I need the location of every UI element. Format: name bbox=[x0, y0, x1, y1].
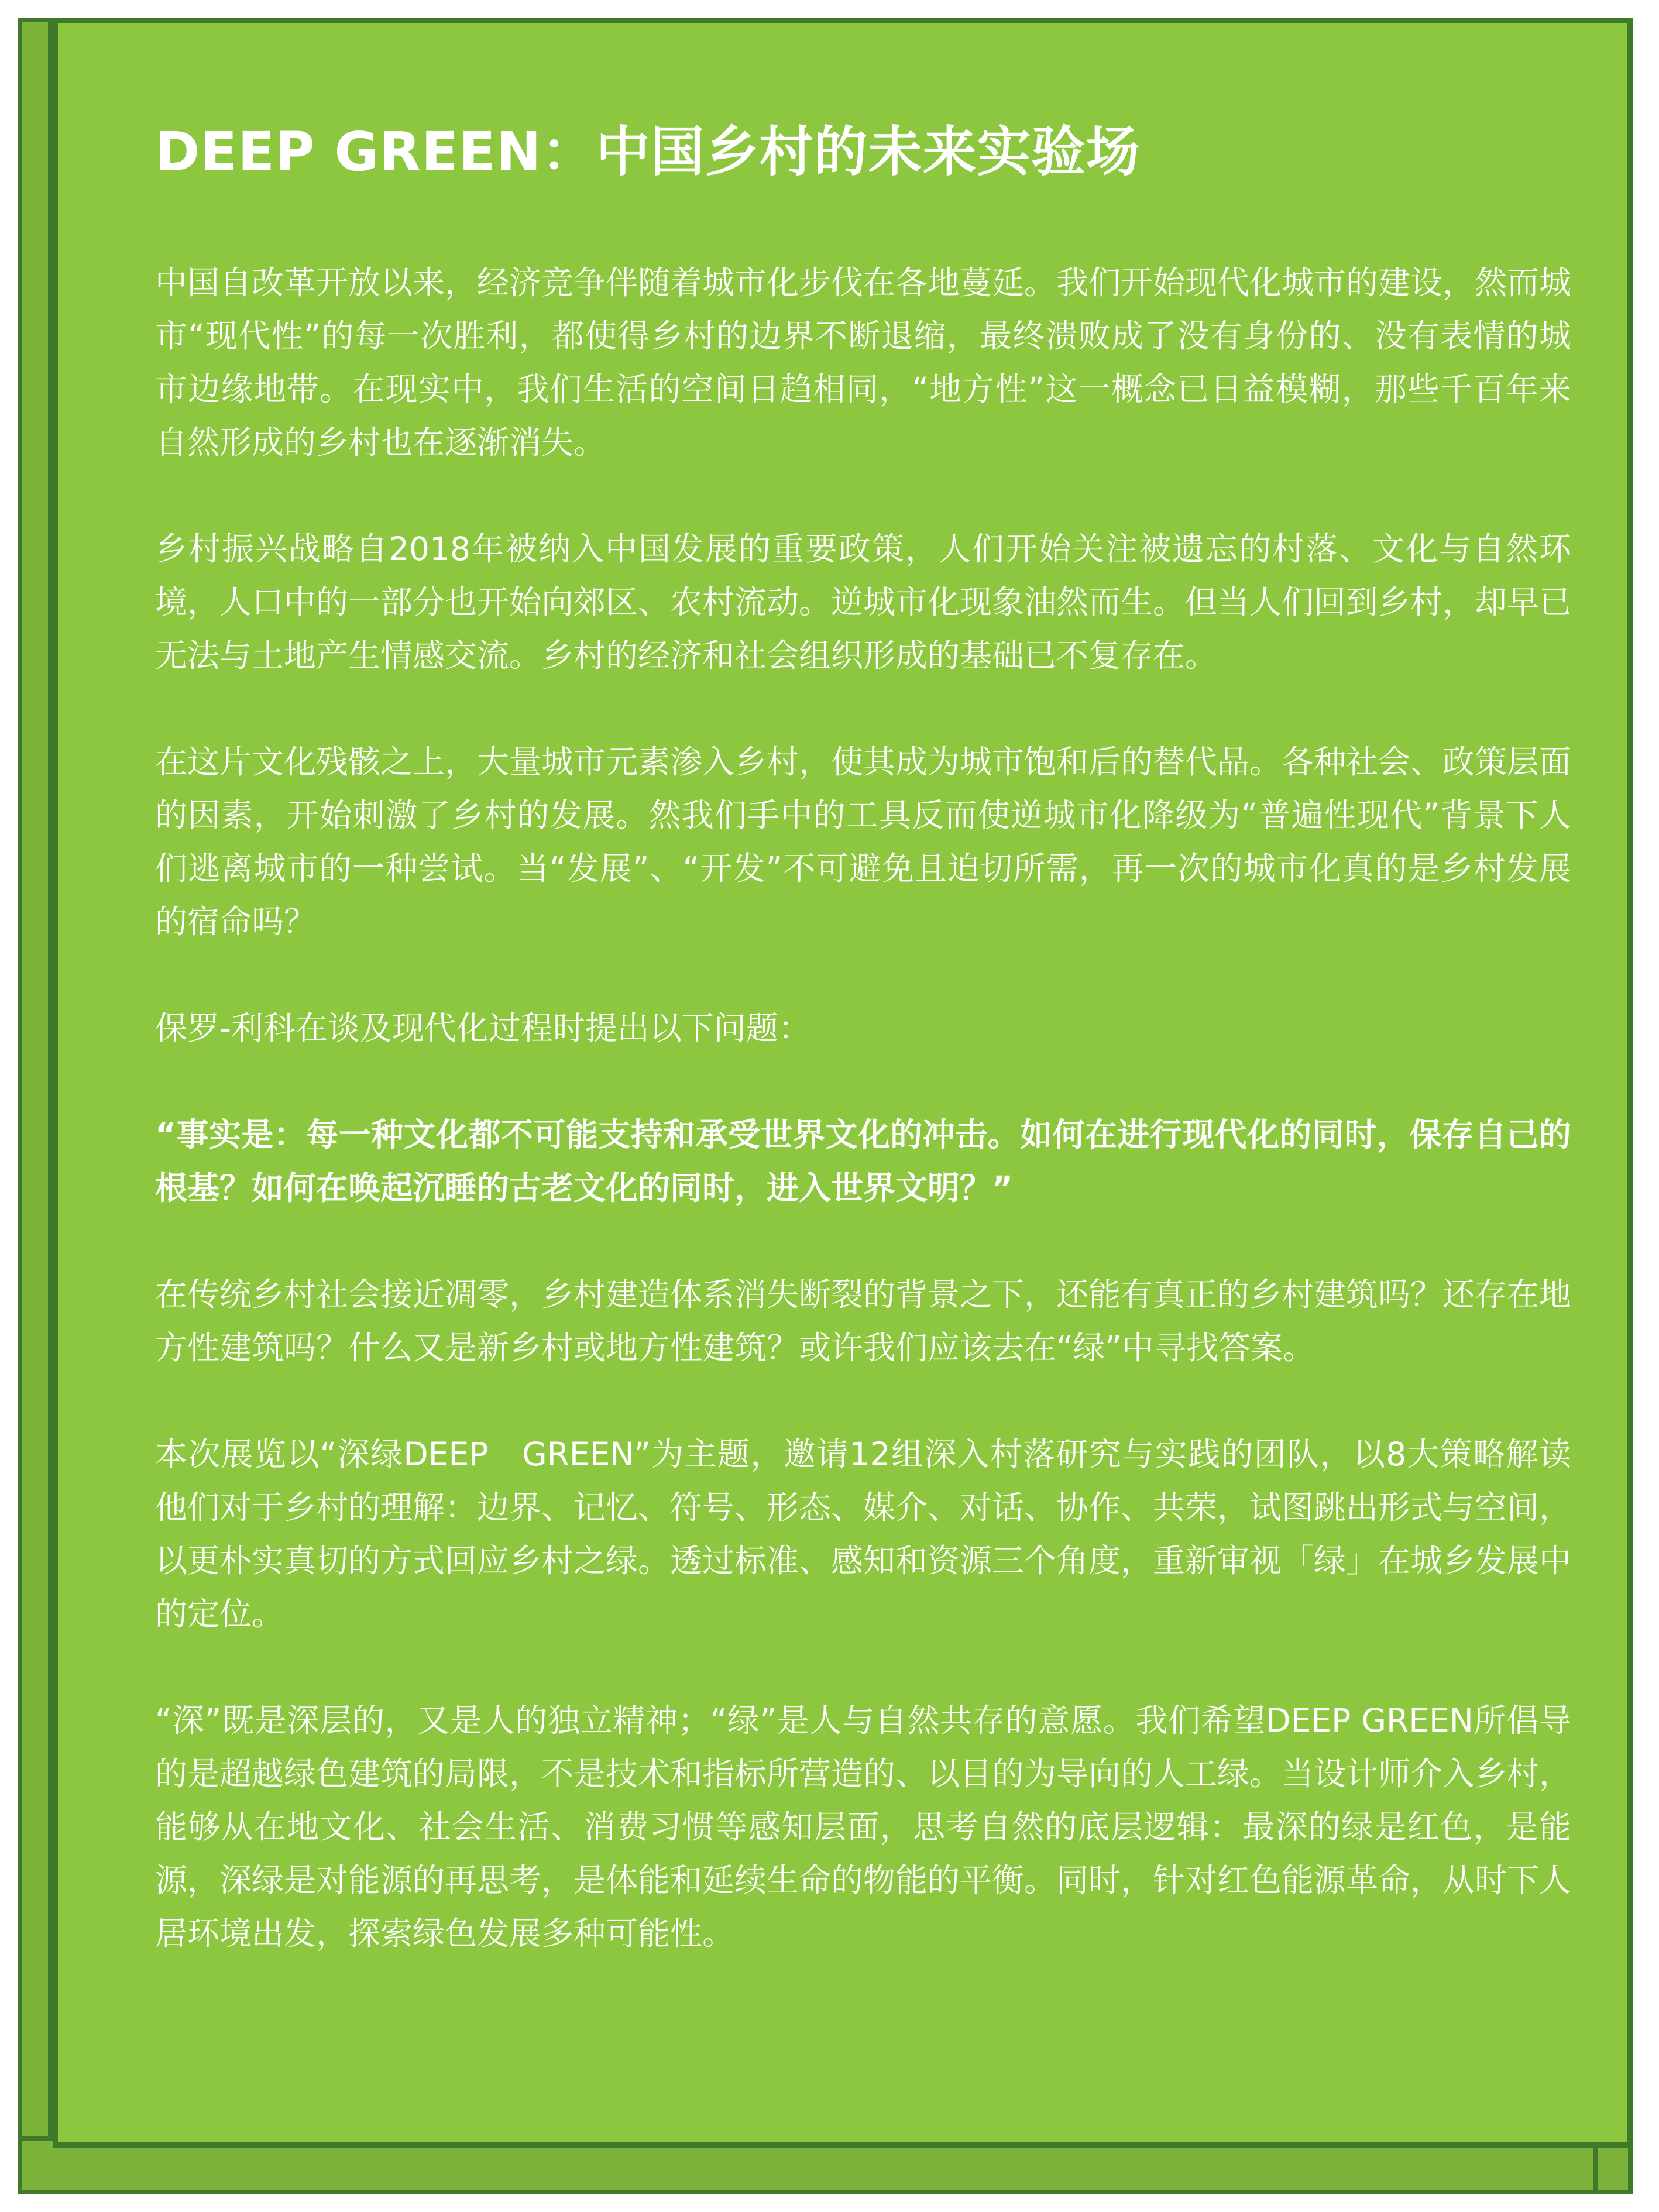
paragraph-3: 在这片文化残骸之上，大量城市元素渗入乡村，使其成为城市饱和后的替代品。各种社会、政策层面的因素，开始刺激了乡村的发展。然我们手中的工具反而使逆城市化降级为“普遍性现代”背景下人们逃离城市的一种尝试。当“发展”、“开发”不可避免且迫切所需，再一次的城市化真的是乡村发展的宿命吗？ bbox=[155, 743, 1572, 940]
panel-side-left bbox=[18, 18, 53, 2189]
paragraph-7: 本次展览以“深绿DEEP GREEN”为主题，邀请12组深入村落研究与实践的团队，以8大策略解读他们对于乡村的理解：边界、记忆、符号、形态、媒介、对话、协作、共荣，试图跳出形式与空间，以更朴实真切的方式回应乡村之绿。透过标准、感知和资源三个角度，重新审视「绿」在城乡发展中的定位。 bbox=[155, 1435, 1572, 1633]
paragraph-6: 在传统乡村社会接近凋零，乡村建造体系消失断裂的背景之下，还能有真正的乡村建筑吗？还存在地方性建筑吗？什么又是新乡村或地方性建筑？或许我们应该去在“绿”中寻找答案。 bbox=[155, 1276, 1572, 1366]
article bbox=[155, 117, 1571, 2014]
paragraph-2: 乡村振兴战略自2018年被纳入中国发展的重要政策，人们开始关注被遗忘的村落、文化与自然环境，人口中的一部分也开始向郊区、农村流动。逆城市化现象油然而生。但当人们回到乡村，却早已无法与土地产生情感交流。乡村的经济和社会组织形成的基础已不复存在。 bbox=[155, 530, 1572, 674]
article-title: DEEP GREEN：中国乡村的未来实验场 bbox=[155, 121, 1141, 183]
quote-paragraph: “事实是：每一种文化都不可能支持和承受世界文化的冲击。如何在进行现代化的同时，保存自己的根基？如何在唤起沉睡的古老文化的同时，进入世界文明？” bbox=[155, 1116, 1571, 1207]
paragraph-8: “深”既是深层的，又是人的独立精神；“绿”是人与自然共存的意愿。我们希望DEEP GREEN所倡导的是超越绿色建筑的局限，不是技术和指标所营造的、以目的为导向的人工绿。当设计师介入乡村，能够从在地文化、社会生活、消费习惯等感知层面，思考自然的底层逻辑：最深的绿是红色，是能源，深绿是对能源的再思考，是体能和延续生命的物能的平衡。同时，针对红色能源革命，从时下人居环境出发，探索绿色发展多种可能性。 bbox=[155, 1702, 1572, 1952]
paragraph-1: 中国自改革开放以来，经济竞争伴随着城市化步伐在各地蔓延。我们开始现代化城市的建设，然而城市“现代性”的每一次胜利，都使得乡村的边界不断退缩，最终溃败成了没有身份的、没有表情的城市边缘地带。在现实中，我们生活的空间日趋相同，“地方性”这一概念已日益模糊，那些千百年来自然形成的乡村也在逐渐消失。 bbox=[155, 264, 1572, 461]
paragraph-4: 保罗-利科在谈及现代化过程时提出以下问题： bbox=[155, 1009, 810, 1047]
